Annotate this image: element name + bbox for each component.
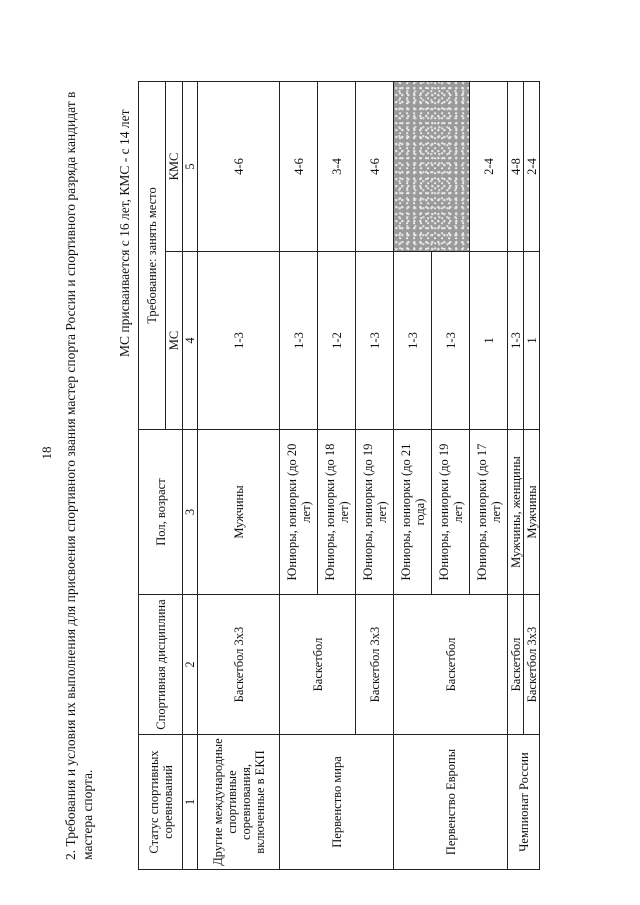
kms-place-cell: 4-6 <box>280 82 318 252</box>
discipline-cell: Баскетбол 3х3 <box>524 595 540 735</box>
gender-age-cell: Мужчины <box>198 430 280 595</box>
discipline-cell: Баскетбол <box>508 595 524 735</box>
header-discipline: Спортивная дисциплина <box>139 595 183 735</box>
col-number: 3 <box>183 430 198 595</box>
header-kms: КМС <box>166 82 183 252</box>
ms-place-cell: 1-3 <box>394 252 432 430</box>
page-number: 18 <box>39 446 54 460</box>
header-status: Статус спортивных соревнований <box>139 735 183 870</box>
col-number: 5 <box>183 82 198 252</box>
ms-place-cell: 1-3 <box>198 252 280 430</box>
gender-age-cell: Юниоры, юниорки (до 21 года) <box>394 430 432 595</box>
discipline-cell: Баскетбол <box>394 595 508 735</box>
table-row <box>198 82 280 870</box>
gender-age-cell: Юниоры, юниорки (до 19 лет) <box>356 430 394 595</box>
gender-age-cell: Юниоры, юниорки (до 19 лет) <box>432 430 470 595</box>
kms-place-cell: 2-4 <box>470 82 508 252</box>
table-row <box>508 82 524 870</box>
gender-age-cell: Юниоры, юниорки (до 18 лет) <box>318 430 356 595</box>
kms-place-cell: 4-6 <box>198 82 280 252</box>
kms-place-cell: 3-4 <box>318 82 356 252</box>
ms-place-cell: 1-2 <box>318 252 356 430</box>
status-cell: Первенство мира <box>280 735 394 870</box>
table-row <box>394 82 432 870</box>
gender-age-cell: Юниоры, юниорки (до 17 лет) <box>470 430 508 595</box>
ms-place-cell: 1-3 <box>280 252 318 430</box>
header-row <box>139 82 166 870</box>
number-row <box>183 82 198 870</box>
ms-place-cell: 1-3 <box>356 252 394 430</box>
discipline-cell: Баскетбол 3х3 <box>356 595 394 735</box>
header-requirement: Требование: занять место <box>139 82 166 430</box>
status-cell: Чемпионат России <box>508 735 540 870</box>
ms-place-cell: 1 <box>524 252 540 430</box>
header-ms: МС <box>166 252 183 430</box>
age-note: МС присваивается с 16 лет, КМС - с 14 лет <box>117 109 132 357</box>
discipline-cell: Баскетбол <box>280 595 356 735</box>
gender-age-cell: Юниоры, юниорки (до 20 лет) <box>280 430 318 595</box>
ms-place-cell: 1-3 <box>508 252 524 430</box>
status-cell: Первенство Европы <box>394 735 508 870</box>
gender-age-cell: Мужчины <box>524 430 540 595</box>
ms-place-cell: 1 <box>470 252 508 430</box>
col-number: 4 <box>183 252 198 430</box>
requirements-table <box>138 81 540 870</box>
section-heading: 2. Требования и условия их выполнения для присвоения спортивного звания мастер спорта России и спортивного разряда кандидат в мастера спорта. <box>63 91 95 860</box>
header-gender-age: Пол, возраст <box>139 430 183 595</box>
col-number: 1 <box>183 735 198 870</box>
kms-shaded-cell <box>394 82 470 252</box>
col-number: 2 <box>183 595 198 735</box>
gender-age-cell: Мужчины, женщины <box>508 430 524 595</box>
kms-place-cell: 4-8 <box>508 82 524 252</box>
table-row <box>280 82 318 870</box>
ms-place-cell: 1-3 <box>432 252 470 430</box>
status-cell: Другие международные спортивные соревнования, включенные в ЕКП <box>198 735 280 870</box>
kms-place-cell: 2-4 <box>524 82 540 252</box>
discipline-cell: Баскетбол 3х3 <box>198 595 280 735</box>
kms-place-cell: 4-6 <box>356 82 394 252</box>
